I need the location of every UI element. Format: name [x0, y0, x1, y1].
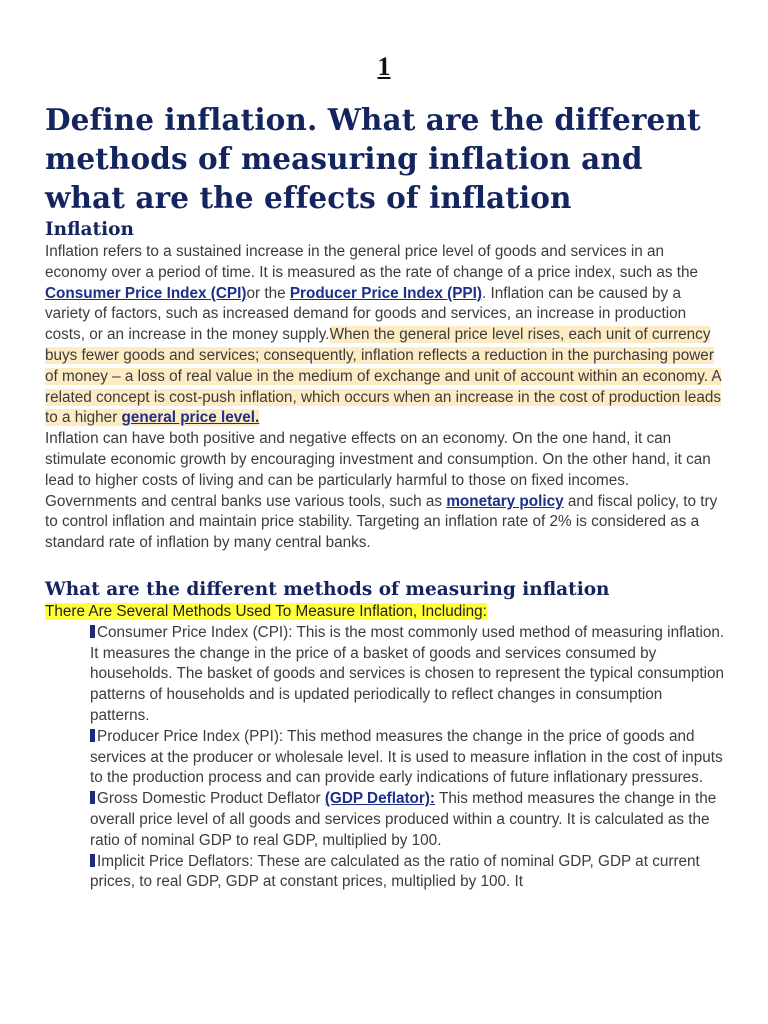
paragraph-text: Inflation refers to a sustained increase in the general price level of goods and services in an economy over a period of time. It is measured as the rate of change of a price index, such as the [45, 243, 699, 281]
list-item-implicit-deflators [90, 852, 725, 894]
monetary-policy-link[interactable]: monetary policy [446, 492, 564, 510]
paragraph-effects: Inflation can have both positive and negative effects on an economy. On the one hand, it can stimulate economic growth by encouraging investment and consumption. On the other hand, it can lead to higher costs of living and can be particularly harmful to those on fixed incomes. [45, 430, 711, 489]
list-item-text: Implicit Price Deflators: These are calculated as the ratio of nominal GDP, GDP at current prices, to real GDP, GDP at constant prices, multiplied by 100. It [90, 852, 700, 891]
methods-list [45, 623, 725, 893]
cpi-link[interactable]: Consumer Price Index (CPI) [45, 284, 247, 302]
paragraph-text: and fiscal policy, to try to control inflation and maintain price stability. Targeting an inflation rate of 2% is considered as a standard rate of inflation by many central banks. [45, 492, 718, 552]
highlighted-intro: There Are Several Methods Used To Measure Inflation, Including: [45, 602, 487, 620]
list-item-text: Consumer Price Index (CPI): This is the most commonly used method of measuring inflation. It measures the change in the price of a basket of goods and services consumed by households. The basket of goods and services is chosen to represent the typical consumption patterns of households and is updated periodically to reflect changes in consumption patterns. [90, 623, 725, 724]
list-item-text: Producer Price Index (PPI): This method measures the change in the price of goods and services at the producer or wholesale level. It is used to measure inflation in the cost of inputs to the production process and can provide early indications of future inflationary pressures. [90, 727, 723, 787]
document-title: Define inflation. What are the different methods of measuring inflation and what are the effects of inflation [45, 102, 701, 215]
list-item-gdp-deflator [90, 789, 725, 851]
paragraph-definition [45, 242, 725, 429]
ppi-link[interactable]: Producer Price Index (PPI) [289, 284, 482, 302]
methods-intro [45, 602, 725, 623]
bullet-icon [90, 791, 95, 804]
document-content [45, 100, 725, 893]
highlighted-text: When the general price level rises, each unit of currency buys fewer goods and services; consequently, inflation reflects a reduction in the purchasing power of money – a loss of real value in the medium of exchange and unit of account within an economy. A related concept is cost-push inflation, which occurs when an increase in the cost of production leads to a higher [45, 326, 721, 427]
general-price-level-link[interactable]: general price level. [121, 409, 260, 427]
list-item-text: This method measures the change in the overall price level of all goods and services produced within a country. It is calculated as the ratio of nominal GDP to real GDP, multiplied by 100. [90, 790, 717, 849]
bullet-icon [90, 625, 95, 638]
bullet-icon [90, 854, 95, 867]
gdp-deflator-link[interactable]: (GDP Deflator): [324, 790, 436, 808]
list-item-cpi [90, 623, 725, 727]
page-number: 1 [377, 52, 391, 81]
bullet-icon [90, 729, 95, 742]
paragraph-text: Governments and central banks use various tools, such as [45, 492, 447, 510]
section-heading-inflation: Inflation [45, 219, 134, 240]
section-heading-methods: What are the different methods of measuring inflation [45, 578, 610, 600]
paragraph-text: or the [246, 284, 290, 302]
list-item-text: Gross Domestic Product Deflator [97, 790, 325, 808]
paragraph-text: . Inflation can be caused by a variety of factors, such as increased demand for goods and services, an increase in production costs, or an increase in the money supply. [45, 284, 687, 344]
paragraph-policy [45, 492, 725, 554]
list-item-ppi [90, 727, 725, 789]
